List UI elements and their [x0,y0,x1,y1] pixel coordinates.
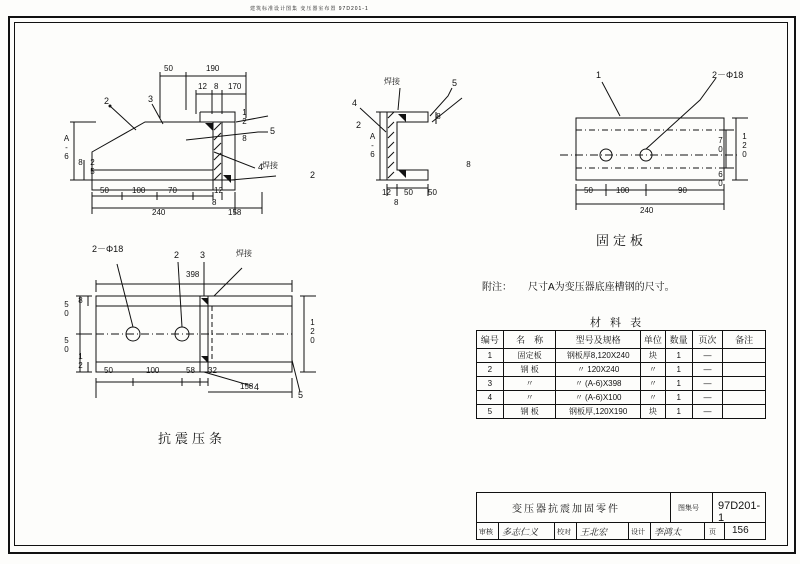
drawing-name: 变压器抗震加固零件 [512,504,620,515]
dim-plate-60: 60 [716,170,725,188]
leader-label-bottom-2: 2 [174,250,180,260]
dim-side-8: 8 [214,82,219,91]
dim-side-b100: 100 [132,186,146,195]
leader-label-side-5: 5 [270,126,276,136]
cell-page: — [692,405,723,419]
dim-side-240: 240 [152,208,166,217]
cell-remark [723,349,766,363]
cell-remark [723,377,766,391]
dim-side-50: 50 [164,64,173,73]
dim-plate-90: 90 [678,186,687,195]
dim-bottom-50a: 50 [62,300,71,318]
leader-label-bottom-5: 5 [298,390,304,400]
cell-page: — [692,391,723,405]
cell-spec: 钢板厚8,120X240 [556,349,641,363]
cell-no: 4 [477,391,504,405]
dim-bottom-b32: 32 [208,366,217,375]
leader-label-plate-holes: 2－Φ18 [712,70,744,80]
cell-name: 〃 [503,391,556,405]
leader-label-bottom-4: 4 [254,382,260,392]
th-name: 名 称 [503,331,556,349]
title-block [476,492,766,540]
view-title-plate: 固定板 [596,233,648,248]
dim-side-158: 158 [228,208,242,217]
th-no: 编号 [477,331,504,349]
cell-no: 2 [477,363,504,377]
dim-side-b12: 12 [214,186,223,195]
cell-qty: 1 [665,363,692,377]
cell-name: 〃 [503,377,556,391]
cell-spec: 〃 (A-6)X398 [556,377,641,391]
dim-side-b8: 8 [212,198,217,207]
cell-spec: 〃 (A-6)X100 [556,391,641,405]
table-row [477,405,766,419]
dim-bottom-120: 120 [308,318,317,345]
cell-spec: 钢板厚,120X190 [556,405,641,419]
table-row [477,377,766,391]
material-table [476,330,766,419]
view-title-bottom: 抗震压条 [158,431,227,446]
cell-qty: 1 [665,377,692,391]
dim-side-25: 25 [88,158,97,176]
dim-side-170: 170 [228,82,242,91]
th-spec: 型号及规格 [556,331,641,349]
dim-side-b70: 70 [168,186,177,195]
dim-plate-240: 240 [640,206,654,215]
page-number: 156 [732,525,749,536]
leader-label-section-5: 5 [452,78,458,88]
dim-section-8b: 8 [394,198,399,207]
th-qty: 数量 [665,331,692,349]
weld-label-section: 焊接 [384,77,400,86]
dim-bottom-b100: 100 [146,366,160,375]
dim-section-A6: A-6 [368,132,377,159]
dim-plate-120: 120 [740,132,749,159]
th-page: 页次 [692,331,723,349]
table-row [477,391,766,405]
check-label: 校对 [557,529,571,536]
dim-plate-70: 70 [716,136,725,154]
dim-side-right-8: 8 [240,134,249,143]
dim-side-A6: A-6 [62,134,71,161]
cell-unit: 块 [640,405,665,419]
cell-unit: 块 [640,349,665,363]
cell-unit: 〃 [640,377,665,391]
check-name: 王北宏 [580,527,608,537]
leader-label-bottom-holes: 2－Φ18 [92,244,124,254]
cell-remark [723,405,766,419]
cell-qty: 1 [665,391,692,405]
weld-label-bottom: 焊接 [236,249,252,258]
cell-page: — [692,377,723,391]
atlas-label: 图集号 [678,505,699,512]
cell-no: 5 [477,405,504,419]
dim-plate-100: 100 [616,186,630,195]
dim-section-50a: 50 [404,188,413,197]
cell-remark [723,391,766,405]
th-remark: 备注 [723,331,766,349]
table-header-row [477,331,766,349]
cell-unit: 〃 [640,363,665,377]
page-label: 页 [709,529,716,536]
micro-header-text: 建筑标准设计图集 变压器室布置 97D201-1 [250,6,369,12]
cell-no: 1 [477,349,504,363]
th-unit: 单位 [640,331,665,349]
dim-bottom-8: 8 [76,296,85,305]
design-name: 李鸿太 [654,527,682,537]
dim-bottom-b50: 50 [104,366,113,375]
dim-side-b50: 50 [100,186,109,195]
atlas-number: 97D201-1 [718,500,761,524]
cell-unit: 〃 [640,391,665,405]
cell-qty: 1 [665,405,692,419]
leader-label-side-2b: 2 [310,170,316,180]
dim-section-8r: 8 [464,160,473,169]
leader-label-section-4: 4 [352,98,358,108]
approve-label: 审核 [479,529,493,536]
dim-section-50b: 50 [428,188,437,197]
dim-bottom-50b: 50 [62,336,71,354]
leader-label-side-2: 2 [104,96,110,106]
dim-bottom-398: 398 [186,270,200,279]
dim-section-12: 12 [382,188,391,197]
leader-label-bottom-3: 3 [200,250,206,260]
dim-side-190: 190 [206,64,220,73]
cell-page: — [692,363,723,377]
approve-name: 多志仁义 [502,527,539,537]
material-table-title: 材 料 表 [590,317,645,329]
cell-no: 3 [477,377,504,391]
dim-side-right-12: 12 [240,108,249,126]
table-row [477,349,766,363]
leader-label-plate-1: 1 [596,70,602,80]
leader-label-side-4: 4 [258,162,264,172]
cell-remark [723,363,766,377]
dim-bottom-158: 158 [240,382,254,391]
cell-name: 钢 板 [503,405,556,419]
dim-bottom-12: 12 [76,352,85,370]
leader-label-section-2: 2 [356,120,362,130]
cell-spec: 〃 120X240 [556,363,641,377]
table-row [477,363,766,377]
cell-qty: 1 [665,349,692,363]
leader-label-side-3: 3 [148,94,154,104]
dim-section-8t: 8 [434,112,443,121]
cell-name: 钢 板 [503,363,556,377]
design-label: 设计 [631,529,645,536]
weld-label-side: 焊接 [262,161,278,170]
dim-side-8L: 8 [76,158,85,167]
note-text: 尺寸A为变压器底座槽钢的尺寸。 [528,282,675,293]
dim-side-12: 12 [198,82,207,91]
cell-page: — [692,349,723,363]
note-label: 附注： [482,282,512,293]
dim-plate-50: 50 [584,186,593,195]
dim-bottom-b58: 58 [186,366,195,375]
cell-name: 固定板 [503,349,556,363]
